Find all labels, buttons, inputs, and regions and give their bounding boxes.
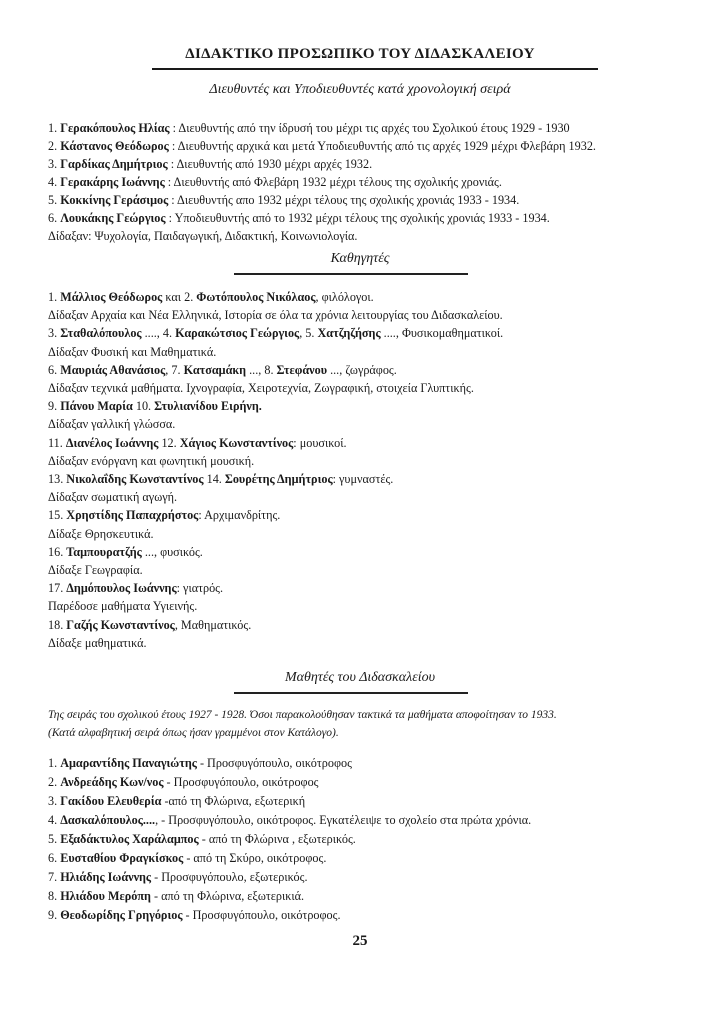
teacher-text: , φιλόλογοι. <box>315 290 374 304</box>
teacher-text: : Αρχιμανδρίτης. <box>198 508 281 523</box>
person-name: Θεοδωρίδης Γρηγόριος <box>60 908 183 922</box>
text-run: 2. <box>48 139 58 153</box>
text-run: 8. <box>48 889 58 903</box>
text-run: 5. <box>48 832 58 846</box>
text-run: : Διευθυντής από Φλεβάρη 1932 μέχρι τέλους της σχολικής χρονιάς. <box>164 175 502 189</box>
teacher-line <box>48 345 216 360</box>
teacher-text: 11. <box>48 435 66 450</box>
text-run: 3. <box>48 794 58 808</box>
director-item <box>48 175 502 190</box>
director-item <box>48 121 570 136</box>
student-item <box>48 889 304 904</box>
students-intro-line: (Κατά αλφαβητική σειρά όπως ήσαν γραμμένοι στον Κατάλογο). <box>48 727 339 739</box>
teacher-text: ..., φυσικός. <box>141 544 203 559</box>
person-name: Ηλιάδης Ιωάννης <box>60 870 152 884</box>
teacher-line <box>48 490 177 505</box>
director-item <box>48 139 596 154</box>
teacher-text: 6. <box>48 362 61 377</box>
teacher-text: : γυμναστές. <box>332 472 394 486</box>
person-name: Λουκάκης Γεώργιος <box>60 211 166 225</box>
teacher-text: Δίδαξε Γεωγραφία. <box>48 563 143 577</box>
teacher-name: Σταθαλόπουλος <box>60 326 142 341</box>
text-run: - Προσφυγόπουλο, οικότροφος. <box>182 908 341 922</box>
teacher-line <box>48 381 474 396</box>
text-run: - από τη Φλώρινα , εξωτερικός. <box>198 832 356 846</box>
student-item <box>48 870 308 885</box>
teacher-text: Δίδαξαν τεχνικά μαθήματα. Ιχνογραφία, Χειροτεχνία, Ζωγραφική, στοιχεία Γλυπτικής. <box>48 381 474 395</box>
text-run: 4. <box>48 813 58 827</box>
text-run: : Διευθυντής απο 1932 μέχρι τέλους της σχολικής χρονιάς 1933 - 1934. <box>168 193 520 207</box>
teacher-line <box>48 472 393 487</box>
text-run: : Διευθυντής από την ίδρυσή του μέχρι τις αρχές του Σχολικού έτους 1929 - 1930 <box>169 121 570 135</box>
teacher-text: 9. <box>48 399 61 414</box>
student-item <box>48 851 326 866</box>
teacher-text: Δίδαξαν Φυσική και Μαθηματικά. <box>48 344 217 359</box>
student-item <box>48 908 341 923</box>
text-run: : Διευθυντής από 1930 μέχρι αρχές 1932. <box>167 157 373 171</box>
students-heading: Μαθητές του Διδασκαλείου <box>284 670 436 685</box>
teacher-text: : γιατρός. <box>176 581 224 596</box>
person-name: Ευσταθίου Φραγκίσκος <box>60 851 184 865</box>
student-item <box>48 775 319 790</box>
text-run: -από τη Φλώρινα, εξωτερική <box>161 794 306 808</box>
teacher-text: 16. <box>48 544 67 559</box>
teacher-text: 18. <box>48 617 67 632</box>
text-run: 5. <box>48 193 58 207</box>
teacher-name: Διανέλος Ιωάννης <box>65 435 159 450</box>
teacher-name: Γαζής Κωνσταντίνος <box>66 617 175 632</box>
director-item <box>48 193 519 208</box>
students-intro-line: Της σειράς του σχολικού έτους 1927 - 1928. Όσοι παρακολούθησαν τακτικά τα μαθήματα αποφοίτησαν το 1933. <box>48 709 557 721</box>
teacher-line <box>48 326 503 341</box>
directors-taught: Δίδαξαν: Ψυχολογία, Παιδαγωγική, Διδακτική, Κοινωνιολογία. <box>48 229 358 243</box>
person-name: Ηλιάδου Μερόπη <box>60 889 151 903</box>
teachers-rule <box>234 273 468 275</box>
teacher-name: Στυλιανίδου Ειρήνη. <box>154 399 262 414</box>
text-run: - Προσφυγόπουλο, οικότροφος <box>163 775 319 789</box>
teacher-name: Χατζηζήσης <box>317 326 381 341</box>
text-run: 1. <box>48 121 58 135</box>
teacher-line <box>48 599 197 614</box>
text-run: 6. <box>48 211 58 225</box>
text-run: 2. <box>48 775 58 789</box>
person-name: Αμαραντίδης Παναγιώτης <box>60 756 197 770</box>
text-run: 6. <box>48 851 58 865</box>
teacher-text: 12. <box>158 435 180 450</box>
teacher-line <box>48 581 223 596</box>
teacher-text: και 2. <box>162 290 197 304</box>
teacher-line <box>48 308 503 323</box>
teacher-name: Χρηστίδης Παπαχρήστος <box>66 508 199 523</box>
person-name: Γερακόπουλος Ηλίας <box>60 121 170 135</box>
teacher-name: Πάνου Μαρία <box>60 399 133 414</box>
teacher-text: ...., Φυσικομαθηματικοί. <box>380 326 504 341</box>
teacher-name: Κατσαμάκη <box>183 362 247 377</box>
students-rule <box>234 692 468 694</box>
teacher-line <box>48 508 280 523</box>
teacher-line <box>48 527 154 542</box>
person-name: Δασκαλόπουλος.... <box>60 813 156 827</box>
teacher-name: Νικολαΐδης Κωνσταντίνος <box>66 472 204 486</box>
teacher-name: Δημόπουλος Ιωάννης <box>66 581 177 596</box>
teacher-text: 13. <box>48 472 67 486</box>
teacher-name: Καρακώτσιος Γεώργιος <box>175 326 300 341</box>
teacher-line <box>48 290 374 305</box>
director-item <box>48 211 550 226</box>
teacher-name: Στεφάνου <box>276 362 328 377</box>
teacher-line <box>48 436 347 451</box>
text-run: 7. <box>48 870 58 884</box>
teacher-text: , 7. <box>165 362 184 377</box>
student-item <box>48 756 352 771</box>
person-name: Γακίδου Ελευθερία <box>60 794 162 808</box>
directors-heading: Διευθυντές και Υποδιευθυντές κατά χρονολογική σειρά <box>209 82 511 97</box>
text-run: - από τη Σκύρο, οικότροφος. <box>183 851 327 865</box>
teacher-line <box>48 618 251 633</box>
teacher-text: 15. <box>48 508 67 523</box>
teacher-name: Μάλλιος Θεόδωρος <box>60 290 163 304</box>
text-run: , - Προσφυγόπουλο, οικότροφος. Εγκατέλειψε το σχολείο στα πρώτα χρόνια. <box>155 813 532 827</box>
teacher-line <box>48 636 147 651</box>
person-name: Ανδρεάδης Κων/νος <box>60 775 164 789</box>
text-run: 9. <box>48 908 58 922</box>
teacher-name: Φωτόπουλος Νικόλαος <box>196 290 316 304</box>
teacher-text: , Μαθηματικός. <box>174 617 252 632</box>
teacher-line <box>48 563 143 578</box>
page-number: 25 <box>352 933 368 949</box>
teacher-name: Χάγιος Κωνσταντίνος <box>179 435 294 450</box>
teacher-text: : μουσικοί. <box>293 435 347 450</box>
teacher-line <box>48 399 262 414</box>
teacher-text: Δίδαξαν γαλλική γλώσσα. <box>48 417 176 432</box>
text-run: - Προσφυγόπουλο, εξωτερικός. <box>151 870 308 884</box>
teacher-text: , 5. <box>299 326 318 341</box>
teacher-text: 1. <box>48 290 61 304</box>
teachers-heading: Καθηγητές <box>330 251 390 266</box>
teacher-text: 3. <box>48 326 61 341</box>
person-name: Γαρδίκας Δημήτριος <box>60 157 168 171</box>
teacher-name: Ταμπουρατζής <box>66 544 142 559</box>
teacher-name: Μαυριάς Αθανάσιος <box>60 362 166 377</box>
text-run: 4. <box>48 175 58 189</box>
teacher-text: 17. <box>48 581 67 596</box>
teacher-text: ...., 4. <box>141 326 176 341</box>
text-run: - Προσφυγόπουλο, οικότροφος <box>196 756 352 770</box>
text-run: 1. <box>48 756 58 770</box>
student-item <box>48 832 356 847</box>
teacher-text: ..., ζωγράφος. <box>327 362 397 377</box>
teacher-line <box>48 363 397 378</box>
director-item <box>48 157 372 172</box>
title-rule <box>152 68 598 70</box>
text-run: - από τη Φλώρινα, εξωτερικιά. <box>150 889 305 903</box>
teacher-text: Παρέδοσε μαθήματα Υγιεινής. <box>48 599 198 614</box>
teacher-text: Δίδαξαν Αρχαία και Νέα Ελληνικά, Ιστορία σε όλα τα χρόνια λειτουργίας του Διδασκαλείου. <box>48 308 503 323</box>
teacher-text: 10. <box>132 399 155 414</box>
text-run: : Υποδιευθυντής από το 1932 μέχρι τέλους της σχολικής χρονιάς 1933 - 1934. <box>165 211 550 225</box>
page-title: ΔΙΔΑΚΤΙΚΟ ΠΡΟΣΩΠΙΚΟ ΤΟΥ ΔΙΔΑΣΚΑΛΕΙΟΥ <box>185 46 535 62</box>
student-item <box>48 813 531 828</box>
person-name: Κοκκίνης Γεράσιμος <box>60 193 169 207</box>
teacher-name: Σουρέτης Δημήτριος <box>224 472 333 486</box>
teacher-text: 14. <box>203 472 225 486</box>
teacher-line <box>48 417 175 432</box>
student-item <box>48 794 305 809</box>
person-name: Κάστανος Θεόδωρος <box>60 139 169 153</box>
teacher-text: Δίδαξαν σωματική αγωγή. <box>48 490 178 505</box>
person-name: Γερακάρης Ιωάννης <box>60 175 165 189</box>
teacher-text: Δίδαξαν ενόργανη και φωνητική μουσική. <box>48 453 255 468</box>
teacher-text: Δίδαξε Θρησκευτικά. <box>48 526 154 541</box>
teacher-line <box>48 454 254 469</box>
text-run: 3. <box>48 157 58 171</box>
teacher-text: ..., 8. <box>246 362 277 377</box>
text-run: : Διευθυντής αρχικά και μετά Υποδιευθυντής από τις αρχές 1929 μέχρι Φλεβάρη 1932. <box>168 139 596 153</box>
teacher-line <box>48 545 203 560</box>
teacher-text: Δίδαξε μαθηματικά. <box>48 635 147 650</box>
person-name: Εξαδάκτυλος Χαράλαμπος <box>60 832 199 846</box>
